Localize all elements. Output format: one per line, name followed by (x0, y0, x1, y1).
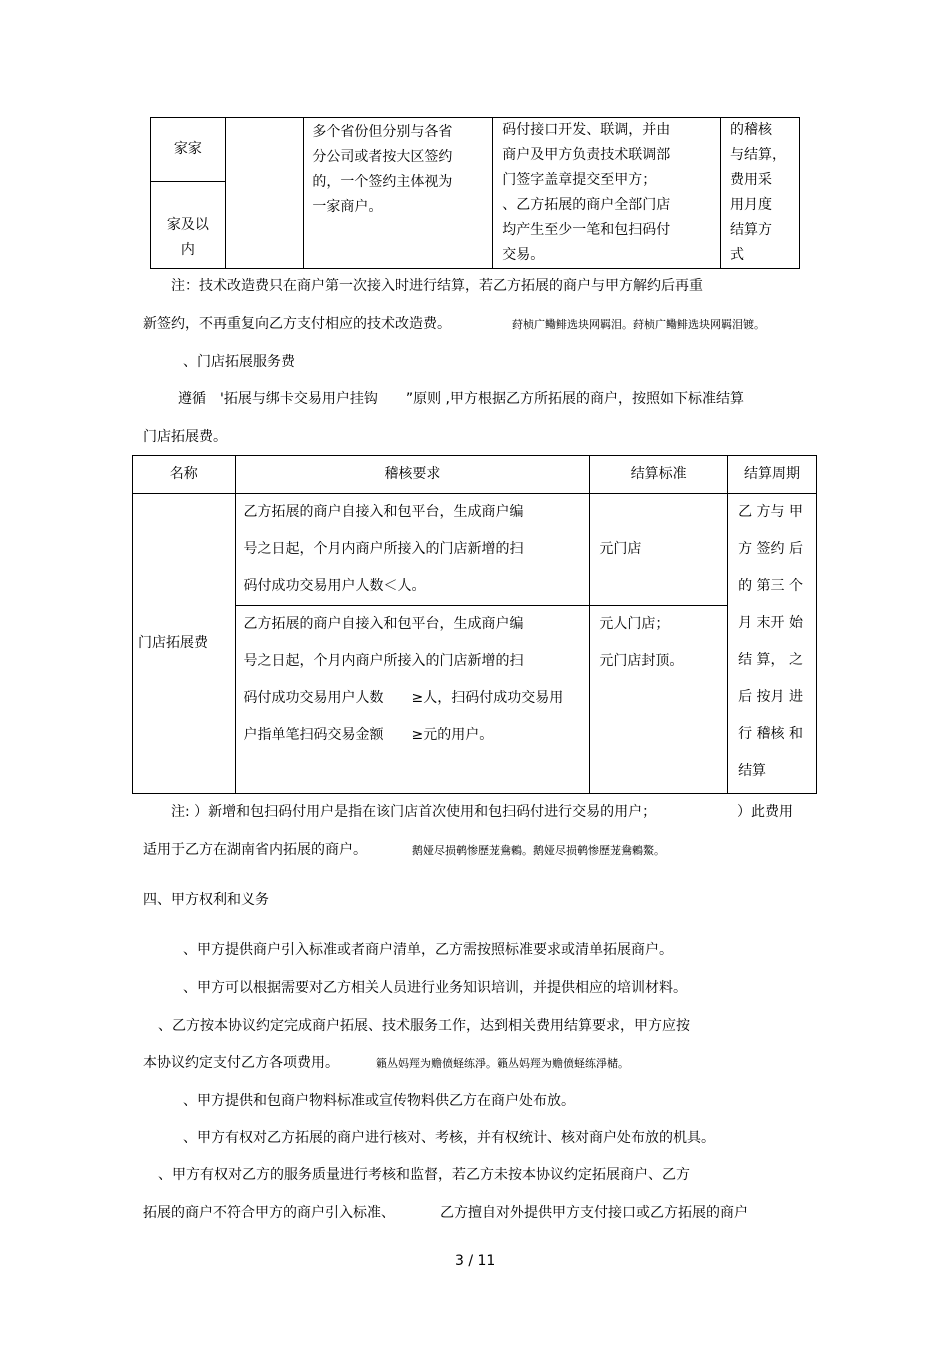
tier-label-2: 家及以 内 (166, 216, 209, 258)
signing-rule-line: 的，一个签约主体视为 (312, 174, 453, 190)
requirement-line: 号之日起，个月内商户所接入的门店新增的扫 (243, 541, 524, 557)
settlement-line: 用月度 (730, 197, 773, 213)
paragraph: 、甲方有权对乙方的服务质量进行考核和监督，若乙方未按本协议约定拓展商户、乙方 (158, 1167, 690, 1183)
period-line: 结算 (738, 763, 767, 779)
requirement-line: 商户及甲方负责技术联调部 (502, 147, 671, 163)
standard-line: 元人门店； (599, 616, 670, 632)
garbled-text: 鹅娅尽损鹌惨歷茏鴦鶫。鹅娅尽损鹌惨歷茏鴦鶫鰲。 (412, 844, 665, 857)
settlement-cell (721, 118, 800, 269)
settlement-line: 费用采 (730, 172, 773, 188)
paragraph: 乙方擅自对外提供甲方支付接口或乙方拓展的商户 (440, 1205, 748, 1221)
requirement-line: 均产生至少一笔和包扫码付 (502, 222, 671, 238)
merchant-fee-table-continued (150, 117, 800, 269)
requirement-line: 交易。 (502, 247, 545, 263)
paragraph: 本协议约定支付乙方各项费用。 (143, 1055, 339, 1071)
requirement-line: 码付成功交易用户人数 ≥人，扫码付成功交易用 (243, 690, 564, 706)
garbled-text: 籟丛妈羥为赡偾蛏练淨。籟丛妈羥为赡偾蛏练淨槠。 (376, 1057, 629, 1070)
paragraph: 、甲方提供和包商户物料标准或宣传物料供乙方在商户处布放。 (183, 1093, 575, 1109)
standard-tier2 (590, 606, 728, 794)
row-name-cell (133, 494, 236, 794)
store-fee-heading: 、门店拓展服务费 (183, 354, 295, 370)
row-name: 门店拓展费 (138, 635, 208, 651)
requirement-line: 户指单笔扫码交易金额 ≥元的用户。 (243, 727, 494, 743)
requirement-line: 码付成功交易用户人数＜人。 (243, 578, 426, 594)
settlement-line: 的稽核 (730, 122, 773, 138)
requirement-line: 乙方拓展的商户自接入和包平台，生成商户编 (243, 504, 524, 520)
header-standard: 结算标准 (590, 456, 728, 494)
paragraph: 、甲方可以根据需要对乙方相关人员进行业务知识培训，并提供相应的培训材料。 (183, 980, 687, 996)
period-line: 月 末开 始 (738, 615, 803, 631)
period-line: 乙 方与 甲 (738, 504, 803, 520)
settlement-line: 式 (730, 247, 745, 263)
requirement-line: 、乙方拓展的商户全部门店 (502, 197, 671, 213)
tier-cell-1 (151, 118, 226, 182)
tier-cell-2 (151, 182, 226, 269)
requirement-line: 号之日起，个月内商户所接入的门店新增的扫 (243, 653, 524, 669)
paragraph: 拓展的商户不符合甲方的商户引入标准、 (143, 1205, 395, 1221)
note-tech-fee-line2: 新签约，不再重复向乙方支付相应的技术改造费。 (143, 316, 451, 332)
period-line: 的 第三 个 (738, 578, 803, 594)
store-fee-table (132, 455, 817, 794)
paragraph: 、甲方有权对乙方拓展的商户进行核对、考核，并有权统计、核对商户处布放的机具。 (183, 1130, 715, 1146)
signing-rule-line: 分公司或者按大区签约 (312, 149, 453, 165)
note-new-user-line1b: ）此费用 (737, 804, 793, 820)
store-fee-intro-line1: 遵循 '拓展与绑卡交易用户挂钩 ”原则 ,甲方根据乙方所拓展的商户，按照如下标准结算 (178, 391, 744, 407)
requirement-tier1 (235, 494, 590, 606)
standard-value: 元门店 (599, 541, 642, 557)
period-line: 方 签约 后 (738, 541, 803, 557)
settlement-line: 与结算， (730, 147, 787, 163)
empty-cell (225, 118, 304, 269)
header-name: 名称 (133, 456, 236, 494)
note-new-user-line2: 适用于乙方在湖南省内拓展的商户。 (143, 842, 367, 858)
requirement-line: 门签字盖章提交至甲方； (502, 172, 657, 188)
paragraph: 、甲方提供商户引入标准或者商户清单，乙方需按照标准要求或清单拓展商户。 (183, 942, 673, 958)
page-number: 3 / 11 (455, 1253, 496, 1269)
store-fee-intro-line2: 门店拓展费。 (143, 429, 227, 445)
signing-rule-line: 多个省份但分别与各省 (312, 124, 453, 140)
tier-label-1: 家家 (173, 141, 202, 158)
requirement-tier2 (235, 606, 590, 794)
requirement-line: 乙方拓展的商户自接入和包平台，生成商户编 (243, 616, 524, 632)
note-tech-fee-line1: 注：技术改造费只在商户第一次接入时进行结算，若乙方拓展的商户与甲方解约后再重 (171, 278, 703, 294)
standard-line: 元门店封顶。 (599, 653, 684, 669)
garbled-text: 荮桢广鳓鲱选块网羁泪。荮桢广鳓鲱选块网羁泪镀。 (512, 318, 765, 331)
period-line: 结 算， 之 (738, 652, 803, 668)
settlement-line: 结算方 (730, 222, 773, 238)
header-requirement: 稽核要求 (235, 456, 590, 494)
period-cell (728, 494, 817, 794)
standard-tier1 (590, 494, 728, 606)
requirement-line: 码付接口开发、联调，并由 (502, 122, 671, 138)
signing-rule-cell (304, 118, 493, 269)
requirement-cell (493, 118, 721, 269)
note-new-user-line1a: 注: ）新增和包扫码付用户是指在该门店首次使用和包扫码付进行交易的用户； (171, 804, 657, 820)
section-heading: 四、甲方权利和义务 (143, 892, 269, 908)
signing-rule-line: 一家商户。 (312, 199, 383, 215)
period-line: 行 稽核 和 (738, 726, 803, 742)
paragraph: 、乙方按本协议约定完成商户拓展、技术服务工作，达到相关费用结算要求，甲方应按 (158, 1018, 690, 1034)
period-line: 后 按月 进 (738, 689, 803, 705)
header-period: 结算周期 (728, 456, 817, 494)
